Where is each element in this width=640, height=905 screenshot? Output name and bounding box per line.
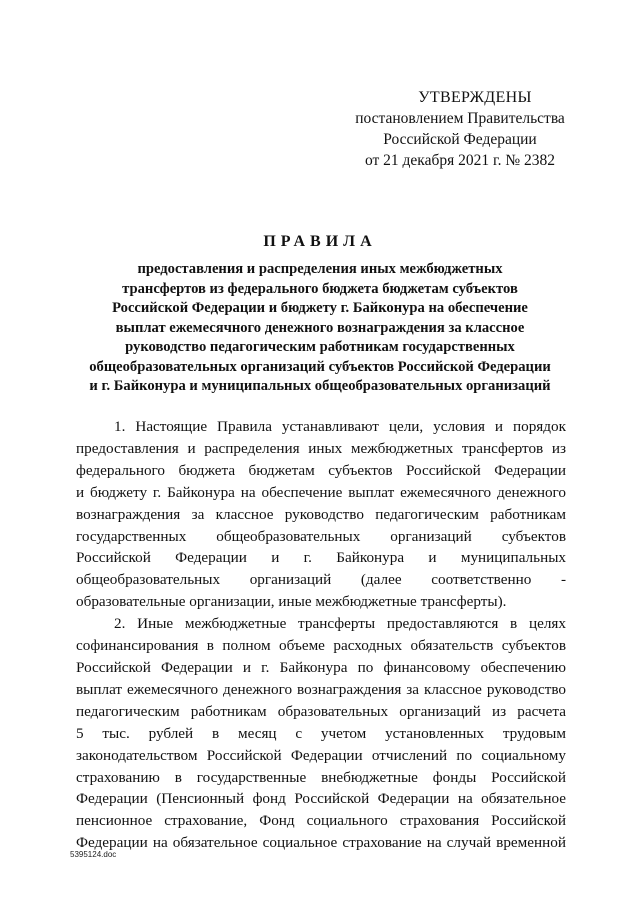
document-body — [76, 416, 566, 854]
approval-line: Российской Федерации — [383, 131, 537, 148]
subtitle-line: и г. Байконура и муниципальных общеобразовательных организаций — [89, 378, 551, 394]
paragraph-line: Федерации (Пенсионный фонд Российской Федерации на обязательное — [76, 790, 566, 808]
paragraph-line: федерального бюджета бюджетам субъектов Российской Федерации — [76, 461, 566, 479]
paragraph-line: страхованию в государственные внебюджетные фонды Российской — [76, 768, 566, 786]
paragraph-line: 5 тыс. рублей в месяц с учетом установленных трудовым — [76, 724, 566, 742]
subtitle-line: руководство педагогическим работникам государственных — [125, 339, 515, 355]
document-title: ПРАВИЛА — [263, 233, 377, 250]
paragraph-line: предоставления и распределения иных межбюджетных трансфертов из — [76, 439, 566, 457]
subtitle-line: Российской Федерации и бюджету г. Байконура на обеспечение — [112, 300, 528, 316]
paragraph-line: софинансирования в полном объеме расходных обязательств субъектов — [76, 637, 566, 655]
subtitle-line: общеобразовательных организаций субъектов Российской Федерации — [89, 358, 551, 375]
paragraph-line: педагогическим работникам образовательных организаций из расчета — [76, 702, 566, 720]
paragraph-line: Федерации на обязательное социальное страхование на случай временной — [76, 834, 566, 852]
paragraph-line: образовательные организации, иные межбюджетные трансферты). — [76, 593, 507, 611]
approval-heading: УТВЕРЖДЕНЫ — [418, 89, 532, 106]
paragraph-line: пенсионное страхование, Фонд социального страхования Российской — [76, 812, 566, 830]
approval-line: от 21 декабря 2021 г. № 2382 — [364, 152, 556, 169]
approval-block — [340, 87, 580, 171]
paragraph-line: Российской Федерации и г. Байконура и муниципальных — [76, 549, 566, 567]
paragraph-line: и бюджету г. Байконура на обеспечение выплат ежемесячного денежного — [76, 483, 566, 501]
paragraph-line: выплат ежемесячного денежного вознаграждения за классное руководство — [76, 680, 566, 698]
paragraph-2 — [76, 613, 566, 854]
file-reference: 5395124.doc — [70, 850, 117, 859]
paragraph-line: законодательством Российской Федерации отчислений по социальному — [76, 746, 566, 764]
paragraph-line: вознаграждения за классное руководство педагогическим работникам — [76, 505, 566, 523]
approval-line: постановлением Правительства — [355, 110, 565, 127]
paragraph-line: 1. Настоящие Правила устанавливают цели, условия и порядок — [114, 418, 566, 435]
subtitle-line: предоставления и распределения иных межбюджетных — [137, 261, 503, 277]
subtitle-line: выплат ежемесячного денежного вознаграждения за классное — [115, 319, 525, 336]
paragraph-line: государственных общеобразовательных организаций субъектов — [76, 527, 566, 545]
document-subtitle — [70, 260, 570, 397]
subtitle-line: трансфертов из федерального бюджета бюджетам субъектов — [122, 280, 518, 297]
paragraph-line: общеобразовательных организаций (далее соответственно - — [76, 571, 566, 589]
paragraph-line: Российской Федерации и г. Байконура по финансовому обеспечению — [76, 658, 566, 676]
paragraph-1 — [76, 416, 566, 613]
paragraph-line: 2. Иные межбюджетные трансферты предоставляются в целях — [114, 615, 566, 633]
